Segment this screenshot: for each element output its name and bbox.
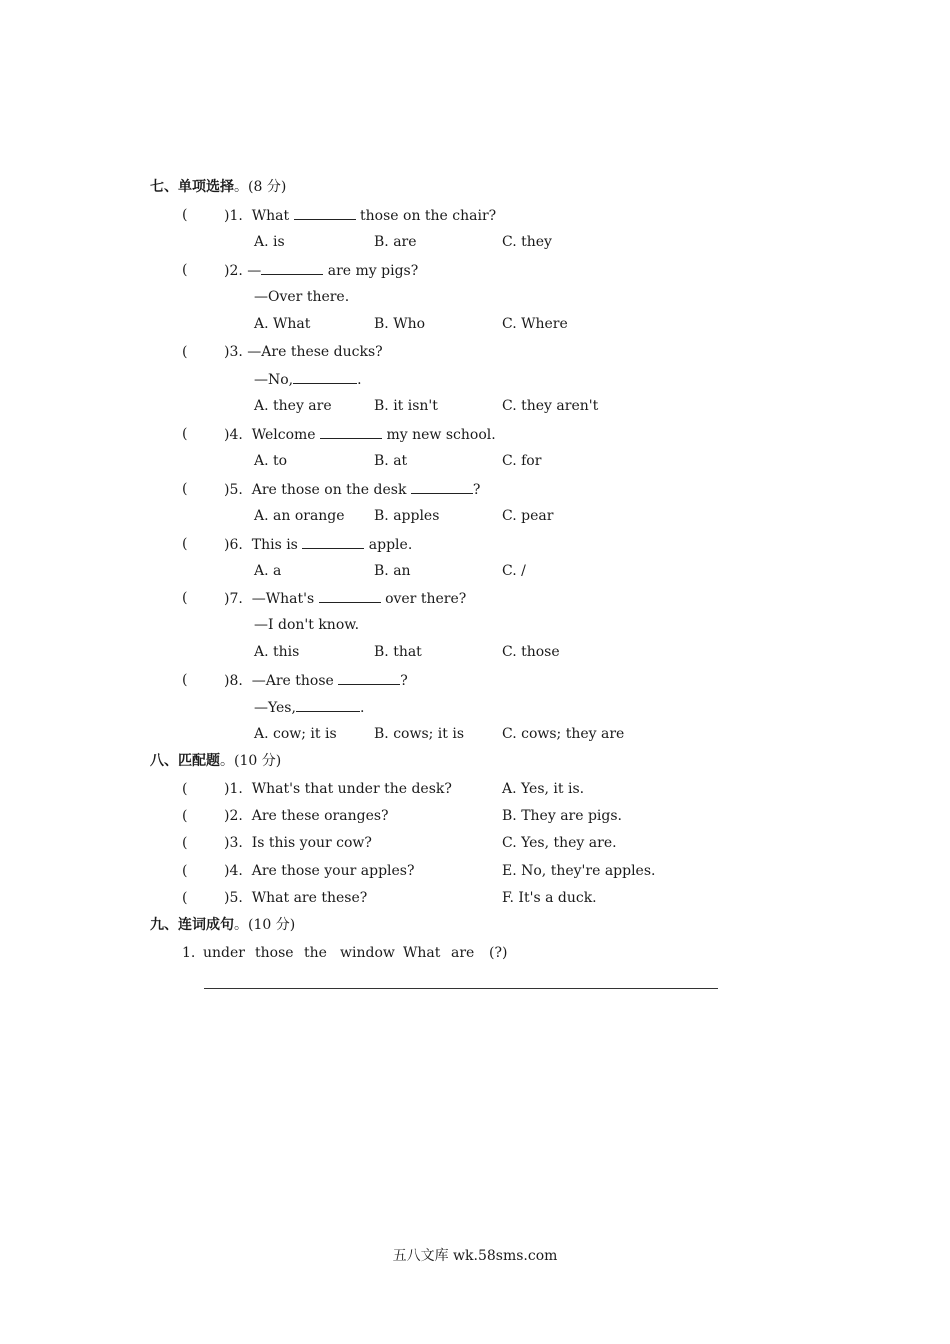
answer-blank[interactable] — [302, 535, 364, 549]
q8-stem: )8. —Are those ? — [224, 673, 408, 689]
q3-option-c: C. they aren't — [502, 398, 599, 414]
match-1-paren: ( — [182, 781, 188, 797]
q3-reply: —No, . — [254, 372, 362, 388]
q4-option-a: A. to — [254, 453, 288, 469]
q8-option-c: C. cows; they are — [502, 726, 625, 742]
match-1-answer: A. Yes, it is. — [502, 781, 585, 797]
q8-reply: —Yes, . — [254, 700, 365, 716]
q2-option-c: C. Where — [502, 316, 568, 332]
q6-paren: ( — [182, 536, 188, 552]
answer-blank[interactable] — [338, 671, 400, 685]
q7-option-b: B. that — [374, 644, 422, 660]
q1-stem: )1. What those on the chair? — [224, 208, 497, 224]
reorder-word: the — [304, 945, 327, 961]
q2-option-a: A. What — [254, 316, 311, 332]
answer-blank[interactable] — [411, 480, 473, 494]
q5-paren: ( — [182, 481, 188, 497]
match-4-answer: E. No, they're apples. — [502, 863, 656, 879]
answer-blank[interactable] — [320, 425, 382, 439]
q8-option-a: A. cow; it is — [254, 726, 337, 742]
q5-stem: )5. Are those on the desk ? — [224, 482, 481, 498]
q3-option-b: B. it isn't — [374, 398, 438, 414]
reorder-1-number: 1. — [182, 945, 196, 961]
section-9-title: 九、连词成句 — [150, 917, 234, 933]
match-2-paren: ( — [182, 808, 188, 824]
match-4-paren: ( — [182, 863, 188, 879]
match-2-answer: B. They are pigs. — [502, 808, 622, 824]
reorder-word: are — [451, 945, 475, 961]
q5-option-c: C. pear — [502, 508, 554, 524]
q3-stem: )3. —Are these ducks? — [224, 344, 383, 360]
match-3-paren: ( — [182, 835, 188, 851]
q2-paren: ( — [182, 262, 188, 278]
match-5-paren: ( — [182, 890, 188, 906]
reorder-word: under — [203, 945, 245, 961]
match-4-question: )4. Are those your apples? — [224, 863, 415, 879]
q6-option-a: A. a — [254, 563, 282, 579]
match-3-answer: C. Yes, they are. — [502, 835, 617, 851]
section-7-points: 。(8 分) — [234, 179, 287, 195]
q6-option-b: B. an — [374, 563, 411, 579]
match-2-question: )2. Are these oranges? — [224, 808, 389, 824]
q7-stem: )7. —What's over there? — [224, 591, 467, 607]
section-8-heading — [150, 752, 281, 770]
q8-option-b: B. cows; it is — [374, 726, 465, 742]
answer-blank[interactable] — [261, 261, 323, 275]
q4-paren: ( — [182, 426, 188, 442]
answer-blank[interactable] — [293, 370, 357, 384]
footer-watermark: 五八文库 wk.58sms.com — [392, 1248, 558, 1264]
q6-stem: )6. This is apple. — [224, 537, 413, 553]
section-8-points: 。(10 分) — [220, 753, 282, 769]
section-9-points: 。(10 分) — [234, 917, 296, 933]
section-7-heading — [150, 178, 286, 196]
q7-option-a: A. this — [254, 644, 300, 660]
q6-option-c: C. / — [502, 563, 526, 579]
q3-option-a: A. they are — [254, 398, 332, 414]
q2-option-b: B. Who — [374, 316, 426, 332]
q1-paren: ( — [182, 207, 188, 223]
section-8-title: 八、匹配题 — [150, 753, 220, 769]
reorder-word: those — [255, 945, 294, 961]
reorder-word: What — [403, 945, 441, 961]
q3-paren: ( — [182, 344, 188, 360]
answer-line[interactable] — [204, 988, 718, 989]
match-5-question: )5. What are these? — [224, 890, 368, 906]
q4-option-b: B. at — [374, 453, 408, 469]
section-9-heading — [150, 916, 295, 934]
q1-option-c: C. they — [502, 234, 552, 250]
section-7-title: 七、单项选择 — [150, 179, 234, 195]
q5-option-b: B. apples — [374, 508, 440, 524]
answer-blank[interactable] — [294, 206, 356, 220]
q7-option-c: C. those — [502, 644, 560, 660]
q2-stem: )2. — are my pigs? — [224, 263, 419, 279]
q5-option-a: A. an orange — [254, 508, 345, 524]
q7-paren: ( — [182, 590, 188, 606]
answer-blank[interactable] — [296, 698, 360, 712]
match-3-question: )3. Is this your cow? — [224, 835, 372, 851]
q1-option-a: A. is — [254, 234, 285, 250]
q4-stem: )4. Welcome my new school. — [224, 427, 496, 443]
q1-option-b: B. are — [374, 234, 417, 250]
answer-blank[interactable] — [319, 589, 381, 603]
match-5-answer: F. It's a duck. — [502, 890, 597, 906]
match-1-question: )1. What's that under the desk? — [224, 781, 452, 797]
q8-paren: ( — [182, 672, 188, 688]
q7-reply: —I don't know. — [254, 617, 360, 633]
q4-option-c: C. for — [502, 453, 542, 469]
q2-reply: —Over there. — [254, 289, 350, 305]
reorder-word: window — [340, 945, 395, 961]
reorder-word: (?) — [489, 945, 508, 961]
